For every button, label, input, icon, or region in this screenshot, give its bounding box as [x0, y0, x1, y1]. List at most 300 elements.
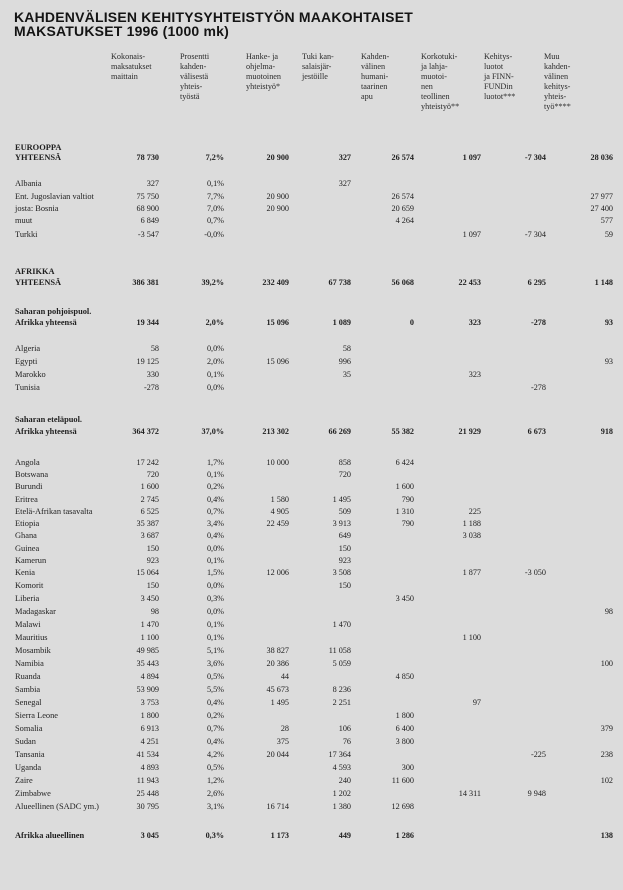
cell-col-1: 150: [146, 581, 159, 590]
table-row: [0, 567, 623, 579]
cell-col-1: 11 943: [136, 776, 159, 785]
cell-col-2: 7,7%: [206, 192, 224, 201]
cell-col-1: 364 372: [132, 427, 159, 436]
row-label: Alueellinen (SADC ym.): [15, 802, 99, 811]
cell-col-2: 0,1%: [206, 470, 224, 479]
row-label: Angola: [15, 458, 40, 467]
cell-col-6: 14 311: [458, 789, 481, 798]
table-row: [0, 543, 623, 555]
table-row: [0, 343, 623, 355]
cell-col-7: -7 304: [524, 230, 546, 239]
cell-col-7: -278: [530, 383, 546, 392]
table-row: [0, 215, 623, 227]
cell-col-1: 6 525: [140, 507, 159, 516]
column-header-line: muotoinen: [246, 72, 282, 81]
cell-col-4: 923: [338, 556, 351, 565]
table-row: [0, 203, 623, 215]
cell-col-2: 0,7%: [206, 724, 224, 733]
cell-col-4: 66 269: [328, 427, 351, 436]
cell-col-8: 100: [600, 659, 613, 668]
cell-col-2: 1,5%: [206, 568, 224, 577]
table-row: [0, 775, 623, 787]
cell-col-2: 0,2%: [206, 482, 224, 491]
cell-col-7: 9 948: [527, 789, 546, 798]
row-label: Namibia: [15, 659, 44, 668]
cell-col-1: 4 894: [140, 672, 159, 681]
cell-col-5: 6 424: [395, 458, 414, 467]
column-header-line: FUNDin: [484, 82, 513, 91]
cell-col-5: 20 659: [391, 204, 414, 213]
cell-col-1: 68 900: [136, 204, 159, 213]
cell-col-5: 1 800: [395, 711, 414, 720]
cell-col-5: 0: [409, 318, 414, 327]
table-row: [0, 382, 623, 394]
row-label: Kenia: [15, 568, 35, 577]
row-label: Madagaskar: [15, 607, 56, 616]
cell-col-6: 1 097: [462, 230, 481, 239]
cell-col-4: 35: [342, 370, 351, 379]
table-row: [0, 356, 623, 368]
cell-col-2: 0,3%: [205, 831, 224, 840]
cell-col-4: 449: [338, 831, 351, 840]
document-title: [14, 10, 574, 38]
cell-col-3: 213 302: [262, 427, 289, 436]
table-row: [0, 555, 623, 567]
table-row: [0, 481, 623, 493]
table-row: [0, 152, 623, 164]
row-label: Saharan eteläpuol.: [15, 415, 83, 424]
cell-col-3: 45 673: [266, 685, 289, 694]
column-header-line: Prosentti: [180, 52, 210, 61]
row-label: Algeria: [15, 344, 41, 353]
row-label: AFRIKKA: [15, 267, 55, 276]
cell-col-5: 1 310: [395, 507, 414, 516]
column-header-5: [361, 52, 389, 102]
table-row: [0, 506, 623, 518]
column-header-line: jestöille: [302, 72, 328, 81]
column-header-line: Kehitys-: [484, 52, 513, 61]
cell-col-2: 0,4%: [206, 698, 224, 707]
section-heading: [0, 414, 623, 426]
cell-col-1: 150: [146, 544, 159, 553]
column-header-7: [484, 52, 515, 102]
row-label: Albania: [15, 179, 42, 188]
cell-col-2: 3,1%: [206, 802, 224, 811]
row-label: Etiopia: [15, 519, 40, 528]
table-row: [0, 736, 623, 748]
table-row: [0, 723, 623, 735]
cell-col-1: 17 242: [136, 458, 159, 467]
cell-col-6: 1 877: [462, 568, 481, 577]
cell-col-2: 0,5%: [206, 763, 224, 772]
table-row: [0, 191, 623, 203]
cell-col-4: 1 470: [332, 620, 351, 629]
cell-col-2: 0,1%: [206, 370, 224, 379]
cell-col-6: 97: [472, 698, 481, 707]
cell-col-3: 4 905: [270, 507, 289, 516]
row-label: Liberia: [15, 594, 40, 603]
cell-col-4: 150: [338, 581, 351, 590]
cell-col-7: 6 295: [527, 278, 546, 287]
table-row: [0, 518, 623, 530]
row-label: Ghana: [15, 531, 37, 540]
cell-col-4: 1 495: [332, 495, 351, 504]
cell-col-1: 25 448: [136, 789, 159, 798]
row-label: YHTEENSÄ: [15, 153, 62, 162]
cell-col-5: 12 698: [391, 802, 414, 811]
row-label: Burundi: [15, 482, 43, 491]
cell-col-4: 1 089: [332, 318, 351, 327]
row-label: Ent. Jugoslavian valtiot: [15, 192, 94, 201]
cell-col-5: 6 400: [395, 724, 414, 733]
table-row: [0, 530, 623, 542]
cell-col-2: 1,7%: [206, 458, 224, 467]
cell-col-3: 16 714: [266, 802, 289, 811]
cell-col-4: 106: [338, 724, 351, 733]
cell-col-3: 1 173: [270, 831, 289, 840]
table-row: [0, 619, 623, 631]
column-header-line: työstä: [180, 92, 200, 101]
cell-col-2: 0,7%: [206, 507, 224, 516]
cell-col-5: 1 600: [395, 482, 414, 491]
row-label: Afrikka alueellinen: [15, 831, 85, 840]
cell-col-1: 923: [146, 556, 159, 565]
cell-col-6: 323: [468, 370, 481, 379]
cell-col-4: 996: [338, 357, 351, 366]
cell-col-4: 67 738: [328, 278, 351, 287]
cell-col-2: 2,0%: [205, 318, 224, 327]
table-row: [0, 632, 623, 644]
row-label: Eritrea: [15, 495, 38, 504]
table-row: [0, 697, 623, 709]
table-row: [0, 762, 623, 774]
cell-col-8: 918: [600, 427, 613, 436]
cell-col-1: 3 045: [140, 831, 159, 840]
cell-col-2: 0,0%: [206, 607, 224, 616]
row-label: Botswana: [15, 470, 49, 479]
cell-col-1: 41 534: [136, 750, 159, 759]
row-label: Uganda: [15, 763, 42, 772]
cell-col-7: 6 673: [527, 427, 546, 436]
cell-col-2: 3,6%: [206, 659, 224, 668]
cell-col-2: 37,0%: [201, 427, 224, 436]
cell-col-1: 1 800: [140, 711, 159, 720]
table-row: [0, 658, 623, 670]
column-header-line: välinen: [544, 72, 569, 81]
cell-col-1: 1 470: [140, 620, 159, 629]
column-header-line: työ****: [544, 102, 571, 111]
table-row: [0, 277, 623, 289]
row-label: Turkki: [15, 230, 38, 239]
cell-col-6: 323: [468, 318, 481, 327]
cell-col-2: 0,1%: [206, 620, 224, 629]
column-header-line: yhteistyö*: [246, 82, 281, 91]
cell-col-8: 93: [604, 357, 613, 366]
cell-col-1: 6 913: [140, 724, 159, 733]
cell-col-3: 375: [276, 737, 289, 746]
cell-col-7: -278: [530, 318, 546, 327]
row-label: Afrikka yhteensä: [15, 318, 77, 327]
cell-col-2: 0,2%: [206, 711, 224, 720]
cell-col-4: 327: [338, 153, 351, 162]
cell-col-6: 22 453: [458, 278, 481, 287]
cell-col-2: 0,4%: [206, 531, 224, 540]
column-header-line: kahden-: [180, 62, 207, 71]
cell-col-7: -225: [530, 750, 546, 759]
table-row: [0, 788, 623, 800]
cell-col-2: 7,2%: [205, 153, 224, 162]
cell-col-5: 1 286: [395, 831, 414, 840]
cell-col-4: 58: [342, 344, 351, 353]
row-label: josta: Bosnia: [15, 204, 59, 213]
cell-col-4: 8 236: [332, 685, 351, 694]
table-row: [0, 645, 623, 657]
column-header-line: Tuki kan-: [302, 52, 334, 61]
cell-col-8: 238: [600, 750, 613, 759]
table-row: [0, 494, 623, 506]
cell-col-6: 1 188: [462, 519, 481, 528]
row-label: YHTEENSÄ: [15, 278, 62, 287]
table-row: [0, 317, 623, 329]
cell-col-6: 21 929: [458, 427, 481, 436]
row-label: muut: [15, 216, 33, 225]
cell-col-1: 1 600: [140, 482, 159, 491]
row-label: Mauritius: [15, 633, 48, 642]
column-header-3: [246, 52, 281, 92]
cell-col-2: 0,0%: [206, 383, 224, 392]
column-header-line: Kokonais-: [111, 52, 146, 61]
cell-col-1: -278: [143, 383, 159, 392]
cell-col-3: 38 827: [266, 646, 289, 655]
row-label: Egypti: [15, 357, 38, 366]
cell-col-2: 0,7%: [206, 216, 224, 225]
column-header-line: apu: [361, 92, 373, 101]
cell-col-6: 225: [468, 507, 481, 516]
column-header-line: Korkotuki-: [421, 52, 458, 61]
cell-col-1: 1 100: [140, 633, 159, 642]
cell-col-1: 3 687: [140, 531, 159, 540]
cell-col-4: 2 251: [332, 698, 351, 707]
column-header-8: [544, 52, 571, 112]
cell-col-2: 5,5%: [206, 685, 224, 694]
table-row: [0, 426, 623, 438]
cell-col-3: 44: [280, 672, 289, 681]
cell-col-3: 20 900: [266, 192, 289, 201]
row-label: Kamerun: [15, 556, 47, 565]
cell-col-4: 17 364: [328, 750, 351, 759]
row-label: Tansania: [15, 750, 45, 759]
cell-col-5: 790: [401, 519, 414, 528]
column-header-line: ja lahja-: [421, 62, 448, 71]
column-header-line: ohjelma-: [246, 62, 276, 71]
cell-col-1: 2 745: [140, 495, 159, 504]
cell-col-1: 78 730: [136, 153, 159, 162]
cell-col-1: 4 251: [140, 737, 159, 746]
table-row: [0, 606, 623, 618]
cell-col-1: 35 443: [136, 659, 159, 668]
cell-col-2: 0,4%: [206, 495, 224, 504]
row-label: Etelä-Afrikan tasavalta: [15, 507, 93, 516]
column-header-line: Hanke- ja: [246, 52, 279, 61]
cell-col-8: 27 400: [590, 204, 613, 213]
cell-col-6: 1 100: [462, 633, 481, 642]
cell-col-4: 3 508: [332, 568, 351, 577]
cell-col-4: 858: [338, 458, 351, 467]
cell-col-2: 2,6%: [206, 789, 224, 798]
table-row: [0, 178, 623, 190]
cell-col-3: 10 000: [266, 458, 289, 467]
cell-col-4: 1 202: [332, 789, 351, 798]
title-line-2: MAKSATUKSET 1996 (1000 mk): [14, 23, 230, 39]
cell-col-3: 15 096: [266, 357, 289, 366]
column-header-line: kehitys-: [544, 82, 571, 91]
cell-col-4: 240: [338, 776, 351, 785]
row-label: Komorit: [15, 581, 44, 590]
cell-col-8: 93: [604, 318, 613, 327]
table-row: [0, 580, 623, 592]
cell-col-4: 5 059: [332, 659, 351, 668]
cell-col-1: 58: [150, 344, 159, 353]
cell-col-3: 20 900: [266, 204, 289, 213]
cell-col-8: 1 148: [594, 278, 613, 287]
cell-col-4: 1 380: [332, 802, 351, 811]
cell-col-8: 59: [604, 230, 613, 239]
cell-col-2: -0,0%: [204, 230, 224, 239]
column-header-line: salaisjär-: [302, 62, 332, 71]
column-header-line: yhteistyö**: [421, 102, 460, 111]
table-row: [0, 749, 623, 761]
column-header-1: [111, 52, 151, 82]
column-header-line: maksatukset: [111, 62, 152, 71]
cell-col-8: 577: [600, 216, 613, 225]
cell-col-1: 53 909: [136, 685, 159, 694]
cell-col-3: 232 409: [262, 278, 289, 287]
cell-col-5: 11 600: [391, 776, 414, 785]
cell-col-1: 15 064: [136, 568, 159, 577]
cell-col-4: 3 913: [332, 519, 351, 528]
cell-col-1: 6 849: [140, 216, 159, 225]
cell-col-4: 327: [338, 179, 351, 188]
cell-col-8: 28 036: [590, 153, 613, 162]
cell-col-8: 138: [600, 831, 613, 840]
cell-col-5: 3 450: [395, 594, 414, 603]
column-header-line: muotoi-: [421, 72, 447, 81]
table-row: [0, 593, 623, 605]
cell-col-2: 0,1%: [206, 556, 224, 565]
cell-col-5: 26 574: [391, 153, 414, 162]
table-row: [0, 469, 623, 481]
table-row: [0, 830, 623, 842]
cell-col-4: 720: [338, 470, 351, 479]
cell-col-5: 55 382: [391, 427, 414, 436]
cell-col-6: 3 038: [462, 531, 481, 540]
column-header-line: Muu: [544, 52, 560, 61]
cell-col-8: 98: [604, 607, 613, 616]
table-row: [0, 684, 623, 696]
cell-col-3: 22 459: [266, 519, 289, 528]
column-header-line: luotot: [484, 62, 504, 71]
cell-col-5: 4 264: [395, 216, 414, 225]
cell-col-3: 1 495: [270, 698, 289, 707]
column-header-line: taarinen: [361, 82, 388, 91]
cell-col-2: 1,2%: [206, 776, 224, 785]
cell-col-1: 98: [150, 607, 159, 616]
cell-col-1: 3 450: [140, 594, 159, 603]
cell-col-3: 12 006: [266, 568, 289, 577]
column-header-line: yhteis-: [544, 92, 567, 101]
cell-col-2: 0,1%: [206, 633, 224, 642]
column-header-2: [180, 52, 209, 102]
cell-col-3: 20 386: [266, 659, 289, 668]
cell-col-4: 509: [338, 507, 351, 516]
cell-col-4: 11 058: [328, 646, 351, 655]
row-label: Guinea: [15, 544, 40, 553]
cell-col-1: 386 381: [132, 278, 159, 287]
row-label: Sambia: [15, 685, 41, 694]
column-header-line: ja FINN-: [484, 72, 514, 81]
column-header-line: maittain: [111, 72, 138, 81]
cell-col-1: 720: [146, 470, 159, 479]
cell-col-1: 4 893: [140, 763, 159, 772]
cell-col-1: 35 387: [136, 519, 159, 528]
table-row: [0, 457, 623, 469]
cell-col-2: 7,0%: [206, 204, 224, 213]
cell-col-2: 39,2%: [201, 278, 224, 287]
cell-col-2: 4,2%: [206, 750, 224, 759]
table-row: [0, 671, 623, 683]
column-header-line: luotot***: [484, 92, 516, 101]
column-header-line: teollinen: [421, 92, 450, 101]
table-row: [0, 710, 623, 722]
row-label: Sierra Leone: [15, 711, 59, 720]
cell-col-5: 3 800: [395, 737, 414, 746]
cell-col-1: 3 753: [140, 698, 159, 707]
column-header-line: välisestä: [180, 72, 209, 81]
cell-col-8: 379: [600, 724, 613, 733]
cell-col-5: 26 574: [391, 192, 414, 201]
column-header-line: välinen: [361, 62, 386, 71]
row-label: Zaire: [15, 776, 33, 785]
cell-col-1: 30 795: [136, 802, 159, 811]
cell-col-3: 1 580: [270, 495, 289, 504]
column-header-line: nen: [421, 82, 433, 91]
column-header-line: kahden-: [544, 62, 571, 71]
cell-col-1: -3 547: [137, 230, 159, 239]
cell-col-3: 20 044: [266, 750, 289, 759]
row-label: Mosambik: [15, 646, 51, 655]
table-row: [0, 369, 623, 381]
cell-col-3: 20 900: [266, 153, 289, 162]
cell-col-8: 27 977: [590, 192, 613, 201]
column-header-line: yhteis-: [180, 82, 203, 91]
cell-col-1: 49 985: [136, 646, 159, 655]
row-label: Ruanda: [15, 672, 41, 681]
cell-col-5: 790: [401, 495, 414, 504]
cell-col-5: 300: [401, 763, 414, 772]
row-label: Marokko: [15, 370, 46, 379]
table-row: [0, 801, 623, 813]
row-label: Somalia: [15, 724, 43, 733]
table-row: [0, 229, 623, 241]
row-label: Malawi: [15, 620, 41, 629]
cell-col-3: 28: [280, 724, 289, 733]
cell-col-7: -7 304: [524, 153, 546, 162]
cell-col-5: 56 068: [391, 278, 414, 287]
cell-col-2: 0,4%: [206, 737, 224, 746]
cell-col-2: 0,5%: [206, 672, 224, 681]
row-label: Tunisia: [15, 383, 40, 392]
cell-col-4: 76: [342, 737, 351, 746]
